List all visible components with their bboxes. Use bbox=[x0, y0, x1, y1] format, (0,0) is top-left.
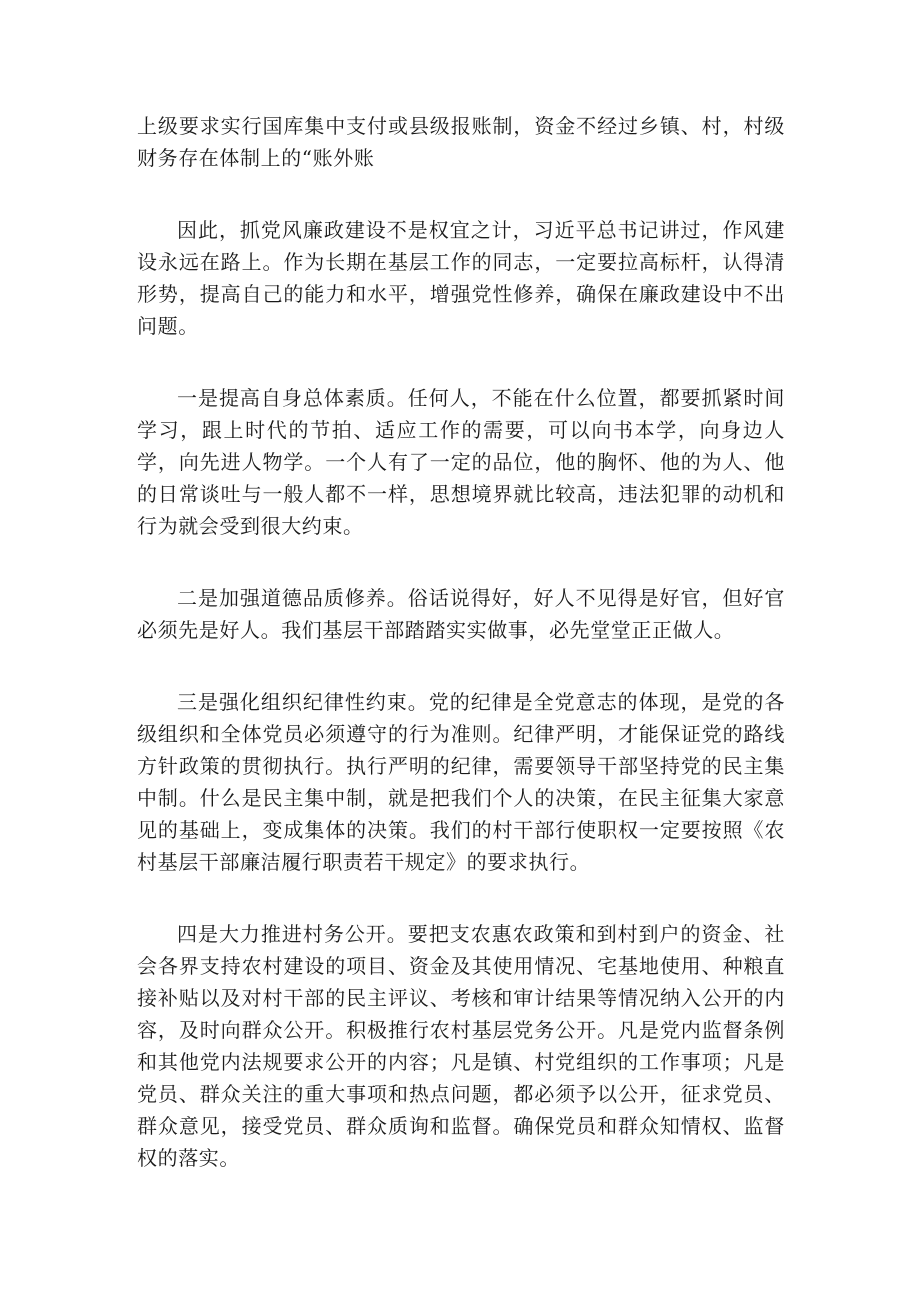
paragraph-intro: 上级要求实行国库集中支付或县级报账制，资金不经过乡镇、村，村级财务存在体制上的“账外账 bbox=[137, 114, 785, 170]
paragraph-point-two: 二是加强道德品质修养。俗话说得好，好人不见得是好官，但好官必须先是好人。我们基层干部踏踏实实做事，必先堂堂正正做人。 bbox=[137, 586, 785, 642]
document-body bbox=[137, 110, 785, 1174]
paragraph-therefore: 因此，抓党风廉政建设不是权宜之计，习近平总书记讲过，作风建设永远在路上。作为长期在基层工作的同志，一定要拉高标杆，认得清形势，提高自己的能力和水平，增强党性修养，确保在廉政建设中不出问题。 bbox=[137, 218, 785, 338]
paragraph-point-three: 三是强化组织纪律性约束。党的纪律是全党意志的体现，是党的各级组织和全体党员必须遵守的行为准则。纪律严明，才能保证党的路线方针政策的贯彻执行。执行严明的纪律，需要领导干部坚持党的民主集中制。什么是民主集中制，就是把我们个人的决策，在民主征集大家意见的基础上，变成集体的决策。我们的村干部行使职权一定要按照《农村基层干部廉洁履行职责若干规定》的要求执行。 bbox=[137, 690, 785, 874]
paragraph-point-one: 一是提高自身总体素质。任何人，不能在什么位置，都要抓紧时间学习，跟上时代的节拍、适应工作的需要，可以向书本学，向身边人学，向先进人物学。一个人有了一定的品位，他的胸怀、他的为人、他的日常谈吐与一般人都不一样，思想境界就比较高，违法犯罪的动机和行为就会受到很大约束。 bbox=[137, 386, 785, 538]
paragraph-point-four: 四是大力推进村务公开。要把支农惠农政策和到村到户的资金、社会各界支持农村建设的项目、资金及其使用情况、宅基地使用、种粮直接补贴以及对村干部的民主评议、考核和审计结果等情况纳入公开的内容，及时向群众公开。积极推行农村基层党务公开。凡是党内监督条例和其他党内法规要求公开的内容；凡是镇、村党组织的工作事项；凡是党员、群众关注的重大事项和热点问题，都必须予以公开，征求党员、群众意见，接受党员、群众质询和监督。确保党员和群众知情权、监督权的落实。 bbox=[137, 922, 785, 1170]
